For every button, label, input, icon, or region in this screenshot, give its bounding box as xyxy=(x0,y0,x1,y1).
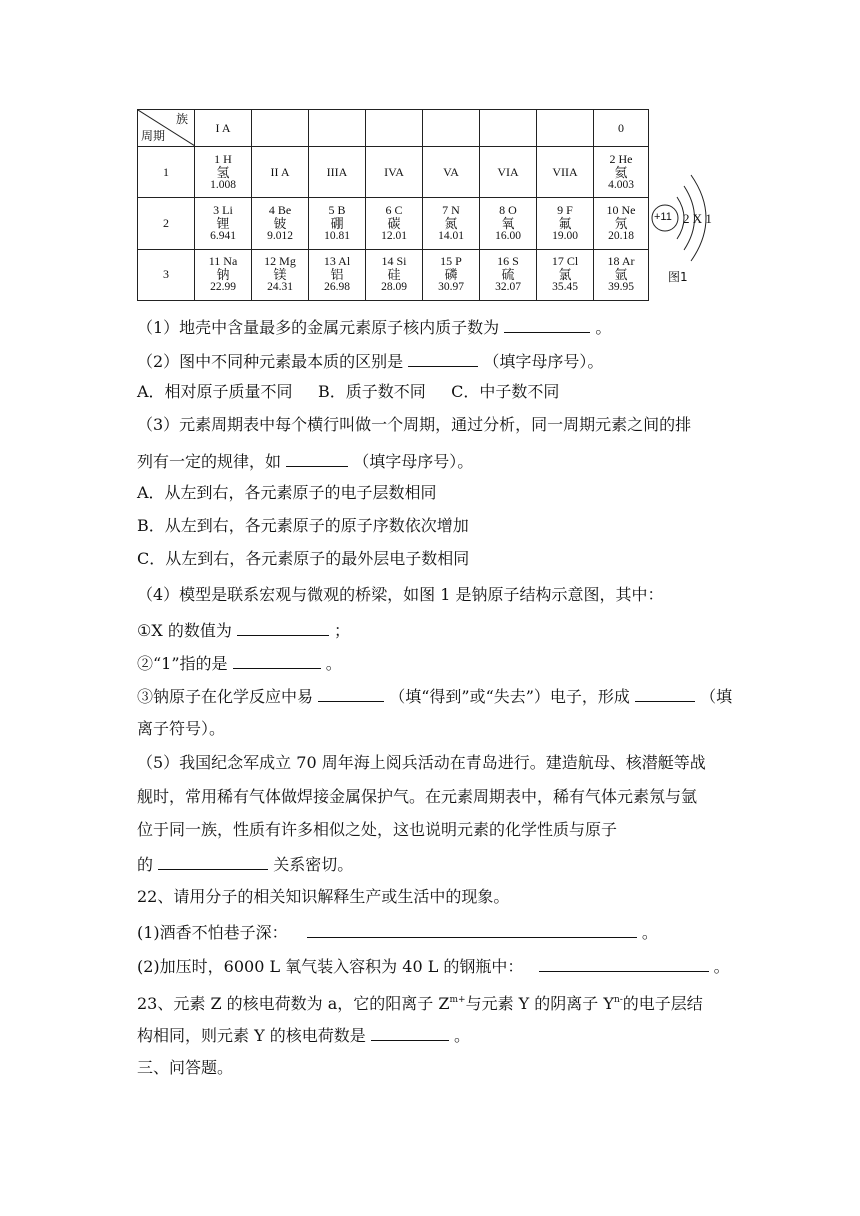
question-5-line-3: 位于同一族，性质有许多相似之处，这也说明元素的化学性质与原子 xyxy=(137,820,618,839)
question-23-line-1 xyxy=(137,990,703,1014)
answer-blank xyxy=(237,619,329,636)
element-mass: 28.09 xyxy=(381,281,407,294)
element-name: 锂 xyxy=(216,216,230,232)
element-name: 硼 xyxy=(330,216,344,232)
element-cell xyxy=(594,198,649,249)
group-label-cell: II A xyxy=(252,147,309,198)
question-text: （填“得到”或“失去”）电子，形成 xyxy=(389,687,630,706)
group-header xyxy=(537,110,594,147)
element-symbol: 6 C xyxy=(385,203,403,218)
element-symbol: 7 N xyxy=(442,203,460,218)
element-cell xyxy=(309,198,366,249)
question-3-line-2 xyxy=(137,450,473,472)
element-name: 氩 xyxy=(614,267,628,283)
question-text: ③钠原子在化学反应中易 xyxy=(137,687,314,706)
question-3-option-a: A．从左到右，各元素原子的电子层数相同 xyxy=(137,483,437,502)
element-symbol: 8 O xyxy=(499,203,517,218)
element-mass: 19.00 xyxy=(552,230,578,243)
element-symbol: 3 Li xyxy=(213,203,233,218)
anion-charge: n- xyxy=(613,995,623,1005)
question-23-line-2 xyxy=(137,1024,470,1046)
element-name: 氯 xyxy=(558,267,572,283)
element-name: 硫 xyxy=(501,267,515,283)
element-cell xyxy=(309,249,366,300)
element-mass: 39.95 xyxy=(608,281,634,294)
element-mass: 14.01 xyxy=(438,230,464,243)
element-mass: 24.31 xyxy=(267,281,293,294)
answer-blank xyxy=(504,316,590,333)
element-cell xyxy=(252,249,309,300)
question-text: （填字母序号）。 xyxy=(353,452,474,471)
sodium-atom-diagram xyxy=(648,170,728,285)
group-header xyxy=(423,110,480,147)
question-text: (1)酒香不怕巷子深： xyxy=(137,923,288,942)
answer-blank xyxy=(233,652,321,669)
answer-blank xyxy=(158,853,268,870)
nucleus-charge: +11 xyxy=(654,211,672,223)
element-mass: 1.008 xyxy=(210,178,236,191)
answer-blank xyxy=(539,955,709,972)
element-name: 氦 xyxy=(614,164,628,180)
element-cell xyxy=(537,198,594,249)
section-3-heading: 三、问答题。 xyxy=(137,1058,234,1077)
group-label-cell: VIIA xyxy=(537,147,594,198)
element-mass: 10.81 xyxy=(324,230,350,243)
question-text: （填 xyxy=(700,687,733,706)
group-label-cell: IVA xyxy=(366,147,423,198)
question-4-line-1: （4）模型是联系宏观与微观的桥梁，如图 1 是钠原子结构示意图，其中： xyxy=(137,585,664,604)
answer-blank xyxy=(408,350,478,367)
question-22: 22、请用分子的相关知识解释生产或生活中的现象。 xyxy=(137,887,510,906)
element-symbol: 4 Be xyxy=(268,203,292,218)
group-header xyxy=(309,110,366,147)
element-cell xyxy=(195,249,252,300)
table-corner-cell xyxy=(138,110,195,147)
element-symbol: 2 He xyxy=(609,151,633,166)
shell-electron-counts: 2 X 1 xyxy=(683,211,712,226)
question-1 xyxy=(137,316,611,338)
element-symbol: 11 Na xyxy=(208,254,238,269)
element-symbol: 16 S xyxy=(497,254,519,269)
element-mass: 9.012 xyxy=(267,230,293,243)
element-name: 氮 xyxy=(444,216,458,232)
element-cell xyxy=(594,147,649,198)
question-text: 。 xyxy=(713,957,730,976)
question-22-sub-2 xyxy=(137,955,730,977)
question-text: 。 xyxy=(595,318,612,337)
element-mass: 32.07 xyxy=(495,281,521,294)
question-text: ②“1”指的是 xyxy=(137,654,228,673)
question-text: ； xyxy=(334,621,351,640)
question-text: 。 xyxy=(453,1026,470,1045)
element-name: 磷 xyxy=(444,267,458,283)
element-name: 铍 xyxy=(273,216,287,232)
corner-period-label: 周期 xyxy=(141,129,166,144)
question-text: （2）图中不同种元素最本质的区别是 xyxy=(137,352,404,371)
answer-blank xyxy=(286,450,348,467)
period-row xyxy=(138,249,649,300)
cation-charge: m+ xyxy=(449,995,466,1005)
element-name: 氢 xyxy=(216,164,230,180)
question-2-options: A．相对原子质量不同 B．质子数不同 C．中子数不同 xyxy=(137,382,560,401)
element-symbol: 18 Ar xyxy=(607,254,635,269)
element-symbol: 1 H xyxy=(214,151,232,166)
question-text: 构相同，则元素 Y 的核电荷数是 xyxy=(137,1026,366,1045)
group-header xyxy=(252,110,309,147)
element-symbol: 15 P xyxy=(440,254,462,269)
period-row xyxy=(138,147,649,198)
element-mass: 20.18 xyxy=(608,230,634,243)
atom-shells-drawing xyxy=(648,170,728,285)
question-4-sub-1 xyxy=(137,619,350,641)
element-name: 氧 xyxy=(501,216,515,232)
question-4-sub-3 xyxy=(137,685,732,707)
answer-blank xyxy=(318,685,384,702)
question-text: 23、元素 Z 的核电荷数为 a，它的阳离子 Z xyxy=(137,994,450,1013)
question-5-line-2: 舰时，常用稀有气体做焊接金属保护气。在元素周期表中，稀有气体元素氖与氩 xyxy=(137,787,698,806)
element-cell xyxy=(480,198,537,249)
question-text: 。 xyxy=(641,923,658,942)
question-text: (2)加压时，6000 L 氧气装入容积为 40 L 的钢瓶中： xyxy=(137,957,524,976)
question-4-sub-2 xyxy=(137,652,342,674)
element-mass: 35.45 xyxy=(552,281,578,294)
question-3-line-1: （3）元素周期表中每个横行叫做一个周期，通过分析，同一周期元素之间的排 xyxy=(137,415,692,434)
corner-group-label: 族 xyxy=(175,112,188,126)
question-text: 。 xyxy=(325,654,342,673)
question-3-option-b: B．从左到右，各元素原子的原子序数依次增加 xyxy=(137,516,469,535)
group-header: 0 xyxy=(594,110,649,147)
element-mass: 12.01 xyxy=(381,230,407,243)
period-number: 1 xyxy=(138,147,195,198)
group-header-row xyxy=(138,110,649,147)
question-text: 关系密切。 xyxy=(273,855,354,874)
periodic-table xyxy=(137,109,649,301)
group-header xyxy=(366,110,423,147)
element-cell xyxy=(423,198,480,249)
group-label-cell: VA xyxy=(423,147,480,198)
question-text: （填字母序号）。 xyxy=(483,352,604,371)
figure-label: 图1 xyxy=(668,270,688,284)
element-cell xyxy=(366,249,423,300)
period-row xyxy=(138,198,649,249)
group-header xyxy=(480,110,537,147)
element-symbol: 13 Al xyxy=(323,254,351,269)
question-text: 列有一定的规律，如 xyxy=(137,452,282,471)
question-text: 与元素 Y 的阴离子 Y xyxy=(465,994,614,1013)
group-label-cell: VIA xyxy=(480,147,537,198)
element-cell xyxy=(537,249,594,300)
element-cell xyxy=(480,249,537,300)
element-cell xyxy=(195,198,252,249)
element-mass: 16.00 xyxy=(495,230,521,243)
element-symbol: 17 Cl xyxy=(551,254,579,269)
question-2 xyxy=(137,350,603,372)
element-mass: 30.97 xyxy=(438,281,464,294)
element-mass: 6.941 xyxy=(210,230,236,243)
element-symbol: 12 Mg xyxy=(264,254,296,269)
question-text: 的电子层结 xyxy=(622,994,703,1013)
question-3-option-c: C．从左到右，各元素原子的最外层电子数相同 xyxy=(137,549,470,568)
element-cell xyxy=(252,198,309,249)
element-mass: 4.003 xyxy=(608,178,634,191)
answer-blank xyxy=(635,685,695,702)
answer-blank xyxy=(307,921,637,938)
question-5-line-4 xyxy=(137,853,353,875)
element-symbol: 9 F xyxy=(557,203,573,218)
answer-blank xyxy=(371,1024,449,1041)
group-header: I A xyxy=(195,110,252,147)
element-mass: 26.98 xyxy=(324,281,350,294)
element-cell xyxy=(423,249,480,300)
element-name: 硅 xyxy=(387,267,401,283)
element-symbol: 14 Si xyxy=(381,254,407,269)
question-4-sub-3-cont: 离子符号）。 xyxy=(137,719,226,738)
period-number: 2 xyxy=(138,198,195,249)
element-cell xyxy=(366,198,423,249)
element-name: 铝 xyxy=(330,267,344,283)
element-name: 钠 xyxy=(216,267,230,283)
element-cell xyxy=(195,147,252,198)
question-text: ①X 的数值为 xyxy=(137,621,232,640)
period-number: 3 xyxy=(138,249,195,300)
question-5-line-1: （5）我国纪念军成立 70 周年海上阅兵活动在青岛进行。建造航母、核潜艇等战 xyxy=(137,753,706,772)
element-name: 氟 xyxy=(558,216,572,232)
element-symbol: 10 Ne xyxy=(606,203,636,218)
question-22-sub-1 xyxy=(137,921,658,943)
question-text: （1）地壳中含量最多的金属元素原子核内质子数为 xyxy=(137,318,500,337)
question-text: 的 xyxy=(137,855,154,874)
group-label-cell: IIIA xyxy=(309,147,366,198)
element-name: 镁 xyxy=(273,267,287,283)
element-mass: 22.99 xyxy=(210,281,236,294)
element-symbol: 5 B xyxy=(328,203,346,218)
element-cell xyxy=(594,249,649,300)
element-name: 碳 xyxy=(387,216,401,232)
element-name: 氖 xyxy=(614,216,628,232)
